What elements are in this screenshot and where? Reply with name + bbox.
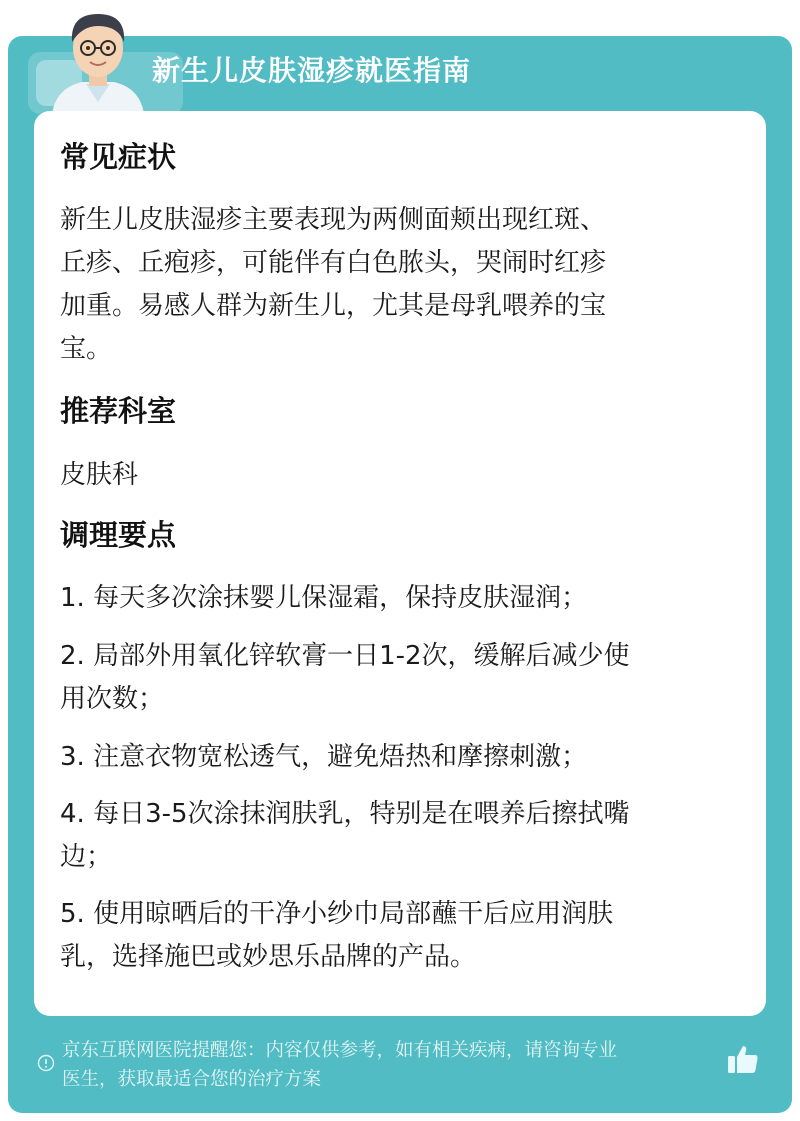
care-line: 4. 每日3-5次涂抹润肤乳，特别是在喂养后擦拭嘴 [60, 799, 630, 829]
symptoms-line: 宝。 [60, 334, 113, 364]
care-line: 1. 每天多次涂抹婴儿保湿霜，保持皮肤湿润； [60, 583, 588, 613]
symptoms-line: 丘疹、丘疱疹，可能伴有白色脓头，哭闹时红疹 [60, 248, 607, 278]
disclaimer-line: 医生，获取最适合您的治疗方案 [62, 1069, 322, 1090]
doctor-avatar [42, 4, 154, 114]
care-item-1 [60, 577, 740, 620]
care-line: 边； [60, 842, 113, 872]
disclaimer-line: 京东互联网医院提醒您：内容仅供参考，如有相关疾病，请咨询专业 [62, 1040, 618, 1061]
symptoms-text [60, 199, 740, 371]
disclaimer [62, 1036, 732, 1094]
care-item-2 [60, 635, 740, 721]
page-title: 新生儿皮肤湿疹就医指南 [152, 54, 472, 87]
content-panel [34, 111, 766, 1016]
care-line: 5. 使用晾晒后的干净小纱巾局部蘸干后应用润肤 [60, 899, 614, 929]
care-item-5 [60, 893, 740, 979]
care-title: 调理要点 [60, 518, 177, 552]
thumbs-up-icon[interactable] [726, 1042, 760, 1076]
care-line: 用次数； [60, 684, 165, 714]
care-item-3 [60, 736, 740, 779]
symptoms-line: 加重。易感人群为新生儿，尤其是母乳喂养的宝 [60, 291, 607, 321]
department-text: 皮肤科 [60, 460, 139, 490]
care-line: 3. 注意衣物宽松透气，避免焐热和摩擦刺激； [60, 742, 588, 772]
care-line: 乳，选择施巴或妙思乐品牌的产品。 [60, 942, 477, 972]
department-title: 推荐科室 [60, 394, 177, 428]
symptoms-line: 新生儿皮肤湿疹主要表现为两侧面颊出现红斑、 [60, 205, 607, 235]
info-icon [37, 1054, 55, 1072]
care-line: 2. 局部外用氧化锌软膏一日1-2次，缓解后减少使 [60, 641, 630, 671]
symptoms-title: 常见症状 [60, 140, 177, 174]
care-item-4 [60, 793, 740, 879]
